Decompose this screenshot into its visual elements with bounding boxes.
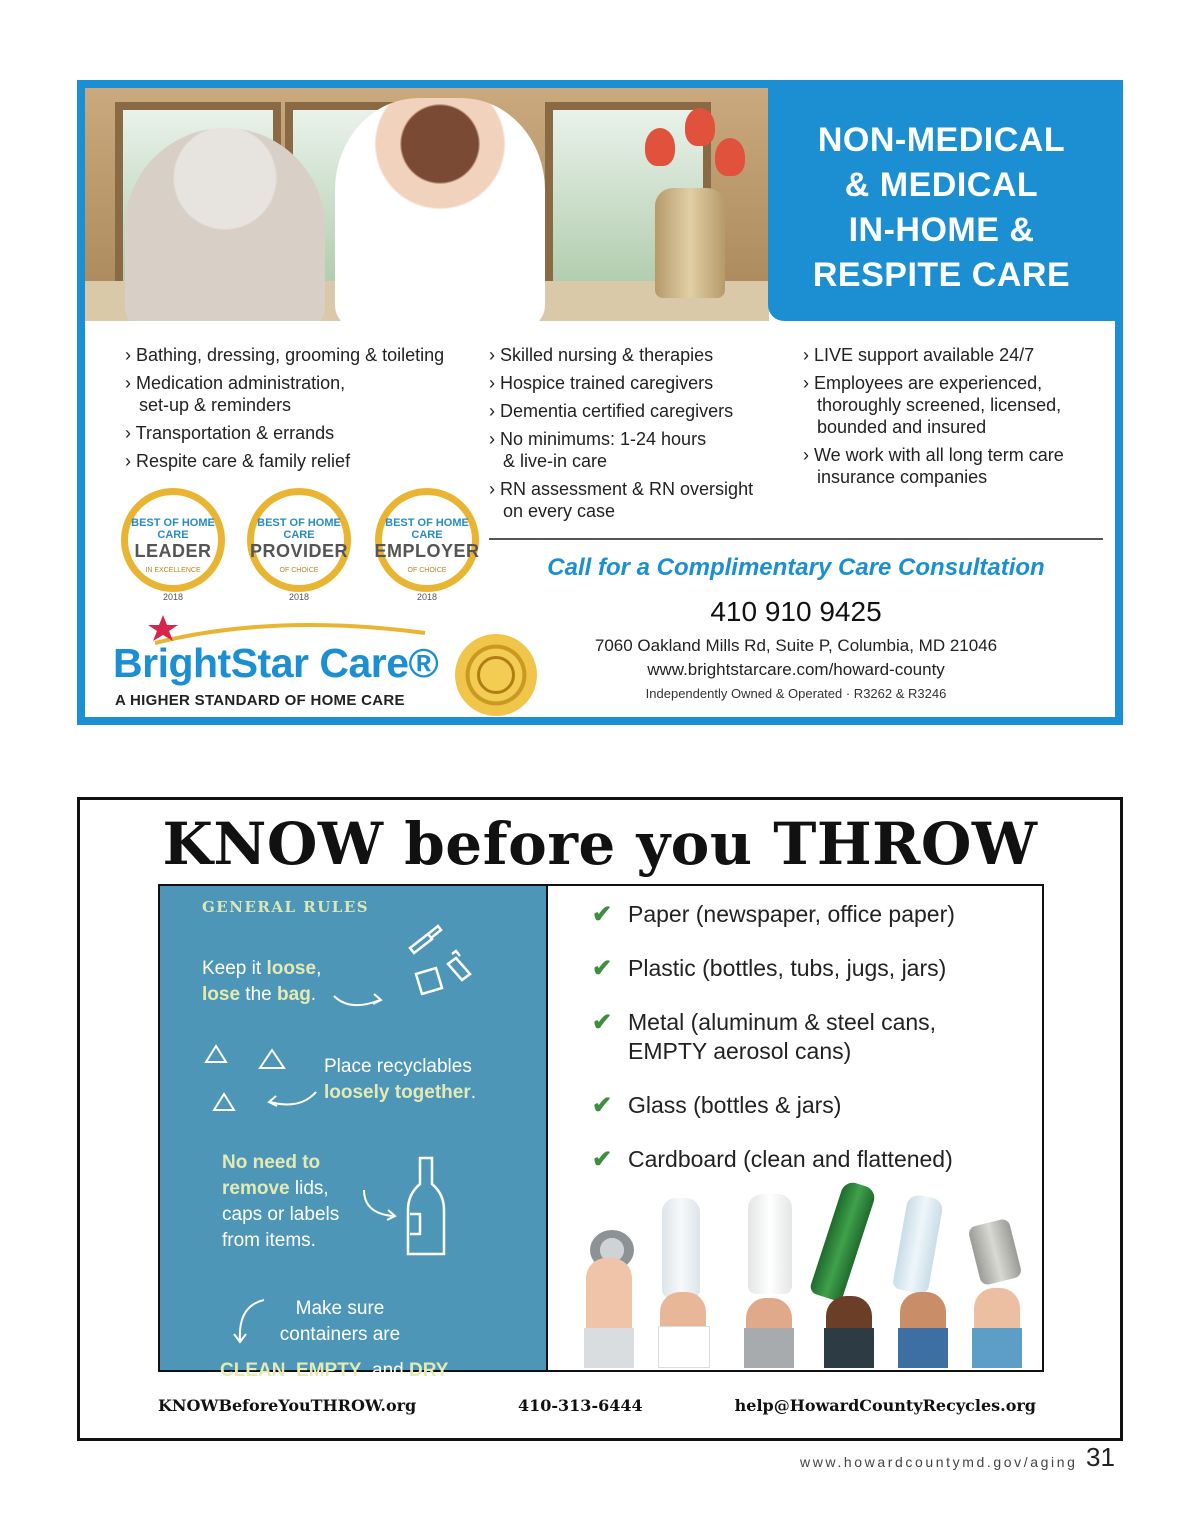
- sleeve-decor: [744, 1328, 794, 1368]
- page-url[interactable]: www.howardcountymd.gov/aging: [800, 1454, 1078, 1470]
- rule-text: from items.: [222, 1230, 316, 1251]
- badge-subtitle: OF CHOICE: [279, 567, 319, 574]
- rule-text: caps or labels: [222, 1204, 340, 1225]
- caregiver-photo: [85, 88, 769, 321]
- material-item: [580, 900, 1030, 929]
- rule-text: Make sure: [295, 1298, 385, 1319]
- tulip-decor: [645, 128, 675, 166]
- bottles-icon: [400, 918, 490, 1008]
- rule-highlight: CLEAN: [220, 1360, 286, 1381]
- consultation-cta: Call for a Complimentary Care Consultation: [547, 554, 1045, 581]
- sleeve-decor: [658, 1326, 710, 1368]
- rule-text: the: [240, 984, 278, 1005]
- badge-title: EMPLOYER: [374, 541, 480, 561]
- rule-highlight: loosely together: [324, 1082, 471, 1103]
- plastic-jug-icon: [748, 1194, 792, 1294]
- badge-year: 2018: [288, 592, 310, 602]
- vase-decor: [655, 188, 725, 298]
- curved-arrow-icon: [330, 986, 390, 1016]
- list-item: › We work with all long term care insurance companies: [803, 445, 1064, 487]
- list-item: › Employees are experienced, thoroughly screened, licensed, bounded and insured: [803, 373, 1062, 437]
- bottle-icon: [406, 1154, 446, 1258]
- page-number: 31: [1086, 1442, 1115, 1472]
- hands-holding-recyclables-photo: [570, 1182, 1042, 1368]
- rule-text: lids,: [289, 1178, 329, 1199]
- rule-text: , and: [361, 1360, 410, 1381]
- senior-figure: [125, 128, 325, 321]
- rule-text: containers are: [279, 1324, 401, 1345]
- rule-text: ,: [285, 1360, 297, 1381]
- services-list-3: [803, 344, 1103, 494]
- list-item: › Bathing, dressing, grooming & toileting: [125, 345, 445, 365]
- checkmark-icon: ✔: [592, 1092, 613, 1119]
- list-item: › Medication administration, set-up & reminders: [125, 373, 346, 415]
- recycling-phone[interactable]: 410-313-6444: [518, 1396, 643, 1415]
- rule-text: Keep it: [202, 958, 267, 979]
- rule-highlight: remove: [222, 1178, 290, 1199]
- list-item: › Transportation & errands: [125, 423, 335, 443]
- rule-text: .: [448, 1360, 454, 1381]
- rule-highlight: No need to: [222, 1152, 321, 1173]
- checkmark-icon: ✔: [592, 1009, 613, 1036]
- rule-loosely-together: [324, 1054, 476, 1106]
- badge-title: LEADER: [134, 541, 212, 561]
- brightstar-logo: BrightStar Care®: [113, 640, 439, 686]
- rule-highlight: lose: [202, 984, 241, 1005]
- accepted-materials-list: [580, 900, 1030, 1199]
- list-item: › Skilled nursing & therapies: [489, 345, 714, 365]
- glass-bottle-icon: [662, 1198, 700, 1298]
- curved-arrow-icon: [260, 1086, 320, 1116]
- list-item: › LIVE support available 24/7: [803, 345, 1035, 365]
- list-item: › Dementia certified caregivers: [489, 401, 734, 421]
- checkmark-icon: ✔: [592, 901, 613, 928]
- badge-best-of: BEST OF HOME CARE: [385, 517, 469, 541]
- provider-badge: [247, 488, 351, 592]
- material-text: Metal (aluminum & steel cans, EMPTY aerosol cans): [628, 1009, 937, 1064]
- list-item: › Respite care & family relief: [125, 451, 351, 471]
- rule-clean-containers: [260, 1296, 420, 1348]
- material-item: [580, 1008, 1030, 1066]
- badge-subtitle: OF CHOICE: [407, 567, 447, 574]
- ad-heading: NON-MEDICAL & MEDICAL IN-HOME & RESPITE CARE: [812, 121, 1071, 294]
- curved-arrow-icon: [360, 1186, 400, 1226]
- leader-badge: [121, 488, 225, 592]
- rule-no-remove-lids: [222, 1150, 339, 1254]
- rule-text: .: [310, 984, 317, 1005]
- rule-text: .: [470, 1082, 477, 1103]
- badge-subtitle: IN EXCELLENCE: [145, 567, 201, 574]
- sleeve-decor: [584, 1328, 634, 1368]
- badge-title: PROVIDER: [249, 541, 349, 561]
- green-bottle-icon: [809, 1180, 878, 1303]
- general-rules-panel: [160, 886, 548, 1381]
- nurse-figure: [335, 98, 545, 321]
- section-footer: [158, 1396, 1044, 1424]
- rules-heading: GENERAL RULES: [202, 898, 370, 916]
- rule-keep-loose: [202, 956, 321, 1008]
- material-text: Paper (newspaper, office paper): [628, 901, 955, 927]
- badge-year: 2018: [416, 592, 438, 602]
- rule-highlight: EMPTY: [296, 1360, 362, 1381]
- employer-badge: [375, 488, 479, 592]
- material-text: Plastic (bottles, tubs, jugs, jars): [628, 955, 947, 981]
- rule-text: ,: [316, 958, 322, 979]
- website-link[interactable]: www.brightstarcare.com/howard-county: [647, 660, 945, 679]
- material-item: [580, 1145, 1030, 1174]
- services-list-2: [489, 344, 789, 528]
- ownership-note: Independently Owned & Operated · R3262 & R3246: [645, 686, 947, 701]
- badge-best-of: BEST OF HOME CARE: [131, 517, 215, 541]
- sleeve-decor: [898, 1328, 948, 1368]
- badge-year: 2018: [162, 592, 184, 602]
- logo-tagline: A HIGHER STANDARD OF HOME CARE: [115, 692, 405, 709]
- checkmark-icon: ✔: [592, 1146, 613, 1173]
- recycling-box: [158, 884, 1044, 1381]
- rule-highlight: loose: [266, 958, 317, 979]
- know-before-you-throw-section: [77, 797, 1123, 1441]
- material-item: [580, 1091, 1030, 1120]
- material-text: Glass (bottles & jars): [628, 1092, 842, 1118]
- rule-highlight: bag: [277, 984, 311, 1005]
- recycling-website-link[interactable]: KNOWBeforeYouTHROW.org: [158, 1396, 417, 1415]
- checkmark-icon: ✔: [592, 955, 613, 982]
- list-item: › No minimums: 1-24 hours & live-in care: [489, 429, 707, 471]
- brightstar-ad: [77, 80, 1123, 725]
- street-address: 7060 Oakland Mills Rd, Suite P, Columbia, MD 21046: [594, 636, 998, 655]
- material-item: [580, 954, 1030, 983]
- ad-heading-box: [768, 88, 1115, 321]
- sleeve-decor: [972, 1328, 1022, 1368]
- services-list-1: [125, 344, 485, 478]
- badge-best-of: BEST OF HOME CARE: [257, 517, 341, 541]
- tulip-decor: [685, 108, 715, 146]
- rule-clean-empty-dry: [220, 1358, 454, 1384]
- list-item: › Hospice trained caregivers: [489, 373, 714, 393]
- phone-number[interactable]: 410 910 9425: [710, 596, 882, 627]
- sleeve-decor: [824, 1328, 874, 1368]
- divider: [489, 538, 1103, 540]
- rule-highlight: DRY: [409, 1360, 449, 1381]
- recycling-email-link[interactable]: help@HowardCountyRecycles.org: [734, 1396, 1036, 1415]
- plastic-bottle-icon: [892, 1194, 944, 1295]
- rule-text: Place recyclables: [324, 1056, 472, 1077]
- section-title: KNOW before you THROW: [162, 810, 1038, 878]
- metal-can-icon: [967, 1218, 1022, 1286]
- tulip-decor: [715, 138, 745, 176]
- list-item: › RN assessment & RN oversight on every case: [489, 479, 754, 521]
- material-text: Cardboard (clean and flattened): [628, 1146, 953, 1172]
